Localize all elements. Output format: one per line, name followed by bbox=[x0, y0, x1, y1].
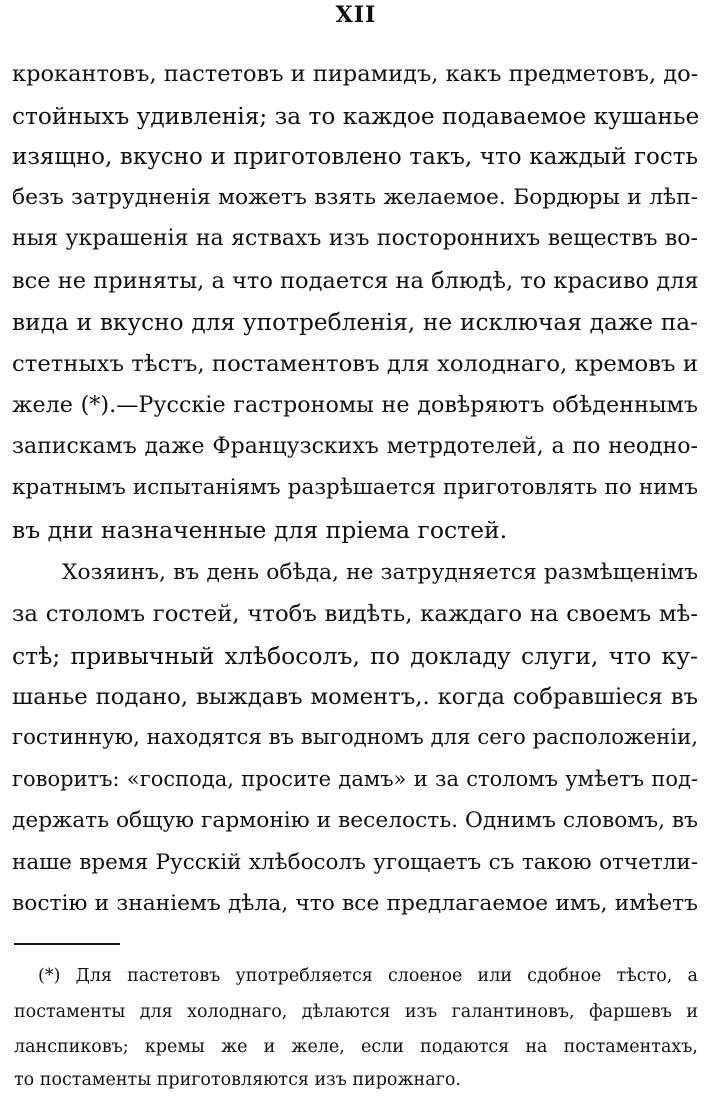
text-line: гостинную, находятся въ выгодномъ для сего расположеніи, bbox=[12, 725, 698, 750]
text-line: запискамъ даже Французскихъ метрдотелей, а по неодно- bbox=[12, 434, 698, 459]
footnote-line: постаменты для холоднаго, дѣлаются изъ галантиновъ, фаршевъ и bbox=[14, 1002, 698, 1022]
text-line: ныя украшенія на яствахъ изъ постороннихъ веществъ во- bbox=[12, 226, 698, 251]
text-line: востію и знаніемъ дѣла, что все предлагаемое имъ, имѣетъ bbox=[12, 891, 698, 916]
text-line: говоритъ: «господа, просите дамъ» и за столомъ умѣетъ под- bbox=[12, 767, 698, 791]
text-line: за столомъ гостей, чтобъ видѣть, каждаго на своемъ мѣ- bbox=[12, 601, 698, 627]
text-line: стетныхъ тѣстъ, постаментовъ для холоднаго, кремовъ и bbox=[12, 351, 698, 377]
text-line: шанье подано, выждавъ моментъ,. когда собравшіеся въ bbox=[12, 684, 698, 710]
text-line: желе (*).—Русскіе гастрономы не довѣряютъ обѣденнымъ bbox=[12, 392, 698, 418]
footnote-line: ланспиковъ; кремы же и желе, если подаются на постаментахъ, bbox=[14, 1037, 698, 1057]
page-number: XII bbox=[335, 2, 377, 28]
text-line: стѣ; привычный хлѣбосолъ, по докладу слуги, что ку- bbox=[12, 642, 698, 670]
text-line: безъ затрудненія можетъ взять желаемое. Бордюры и лѣп- bbox=[12, 185, 698, 210]
text-line: держать общую гармонію и веселость. Однимъ словомъ, въ bbox=[12, 808, 698, 833]
text-line: все не приняты, а что подается на блюдѣ, то красиво для bbox=[12, 268, 699, 294]
text-line: кратнымъ испытаніямъ разрѣшается приготовлять по нимъ bbox=[12, 475, 698, 500]
text-line: изящно, вкусно и приготовлено такъ, что каждый гость bbox=[12, 144, 698, 170]
text-line: стойныхъ удивленія; за то каждое подаваемое кушанье bbox=[12, 103, 700, 130]
text-line: въ дни назначенные для пріема гостей. bbox=[12, 516, 508, 544]
footnote-line: то постаменты приготовляются изъ пирожнаго. bbox=[14, 1070, 461, 1090]
footnote-divider bbox=[14, 943, 120, 945]
text-line: Хозяинъ, въ день обѣда, не затрудняется размѣщенімъ bbox=[62, 560, 698, 585]
footnote-line: (*) Для пастетовъ употребляется слоеное или сдобное тѣсто, а bbox=[38, 966, 698, 986]
text-line: наше время Русскій хлѣбосолъ угощаетъ съ такою отчетли- bbox=[12, 850, 698, 875]
text-line: вида и вкусно для употребленія, не исключая даже па- bbox=[12, 309, 698, 336]
text-line: крокантовъ, пастетовъ и пирамидъ, какъ предметовъ, до- bbox=[12, 61, 699, 87]
